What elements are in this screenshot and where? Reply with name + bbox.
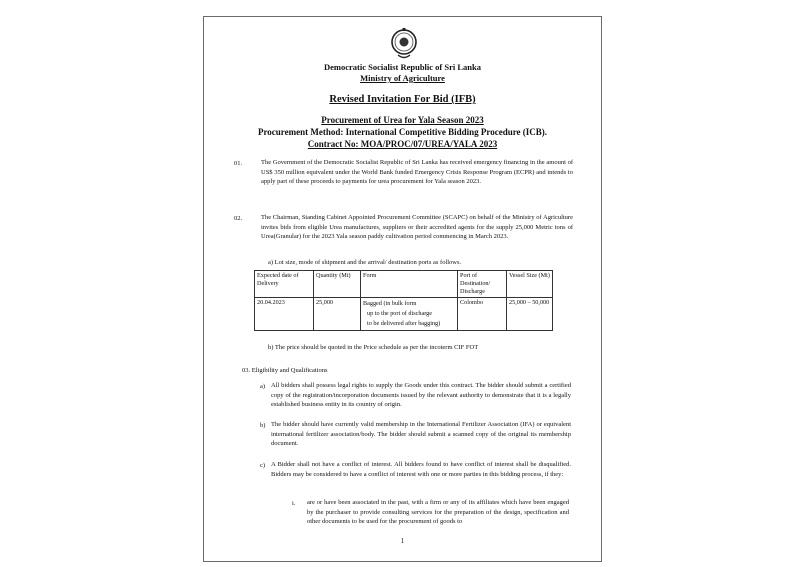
subtitle-line-2: Procurement Method: International Competitive Bidding Procedure (ICB). xyxy=(257,127,548,137)
section-02-item-a: a) Lot size, mode of shipment and the arrival/ destination ports as follows. xyxy=(268,259,462,266)
page-title: Revised Invitation For Bid (IFB) xyxy=(329,94,476,105)
section-03-item-c: A Bidder shall not have a conflict of interest. All bidders found to have conflict of interest shall be disqualified. Bidders may be considered to have a conflict of interest with one or more parties in this bidding process, if they: xyxy=(271,461,571,478)
section-03-c-label: c) xyxy=(260,462,266,469)
form-line-1: Bagged (in bulk form xyxy=(363,300,417,307)
table-row xyxy=(255,298,553,331)
table-cell-form xyxy=(361,298,458,331)
form-line-3: to be delivered after bagging) xyxy=(367,320,441,327)
form-line-2: up to the port of discharge xyxy=(367,310,433,317)
section-03-item-a: All bidders shall possess legal rights to supply the Goods under this contract. The bidder should submit a certified copy of the registration/incorporation documents issued by the relevant authority to demonstrate that it is a legally established business entity in its country of origin. xyxy=(271,382,571,409)
section-02-item-b: b) The price should be quoted in the Price schedule as per the incoterm CIF FOT xyxy=(268,344,479,351)
table-cell-vessel: 25,000 – 50,000 xyxy=(507,298,553,331)
section-03-b-label: b) xyxy=(260,422,266,429)
page-number: 1 xyxy=(400,537,405,545)
sri-lanka-emblem-icon xyxy=(389,27,419,61)
section-03-heading: 03. Eligibility and Qualifications xyxy=(242,367,328,374)
table-cell-port: Colombo xyxy=(458,298,507,331)
section-03-i-label: i. xyxy=(292,500,296,507)
header-line-2: Ministry of Agriculture xyxy=(360,73,445,83)
table-header-cell: Port of Destination/ Discharge xyxy=(458,271,507,298)
table-header-cell: Form xyxy=(361,271,458,298)
section-01-number: 01. xyxy=(234,160,243,167)
table-header-cell: Vessel Size (Mt) xyxy=(507,271,553,298)
table-header-cell: Quantity (Mt) xyxy=(314,271,361,298)
table-header-cell: Expected date of Delivery xyxy=(255,271,314,298)
document-page xyxy=(203,16,602,562)
table-header-row xyxy=(255,271,553,298)
section-02-text: The Chairman, Standing Cabinet Appointed Procurement Committee (SCAPC) on behalf of the Ministry of Agriculture invites bids from eligible Urea manufactures, suppliers or their accredited agents for the supply 25,000 Metric tons of Urea(Granular) for the 2023 Yala season paddy cultivation period commencing in March 2023. xyxy=(261,214,573,241)
section-03-item-b: The bidder should have currently valid membership in the International Fertilizer Association (IFA) or equivalent international fertilizer association/body. The bidder should submit a scanned copy of the original its membership document. xyxy=(271,421,571,448)
section-03-item-i: are or have been associated in the past, with a firm or any of its affiliates which have been engaged by the purchaser to provide consulting services for the preparation of the design, specification and other documents to be used for the procurement of goods to xyxy=(307,499,569,526)
delivery-table xyxy=(254,270,553,331)
subtitle-line-3: Contract No: MOA/PROC/07/UREA/YALA 2023 xyxy=(307,139,498,149)
table-cell-date: 20.04.2023 xyxy=(255,298,314,331)
header-line-1: Democratic Socialist Republic of Sri Lanka xyxy=(323,62,481,72)
subtitle-line-1: Procurement of Urea for Yala Season 2023 xyxy=(321,115,484,125)
section-03-a-label: a) xyxy=(260,383,266,390)
table-cell-quantity: 25,000 xyxy=(314,298,361,331)
section-01-text: The Government of the Democratic Socialist Republic of Sri Lanka has received emergency financing in the amount of US$ 350 million equivalent under the World Bank funded Emergency Crisis Response Program (ECPR) and intends to apply part of these proceeds to payments for urea procurement for Yala season 2023. xyxy=(261,159,573,186)
section-02-number: 02. xyxy=(234,215,243,222)
